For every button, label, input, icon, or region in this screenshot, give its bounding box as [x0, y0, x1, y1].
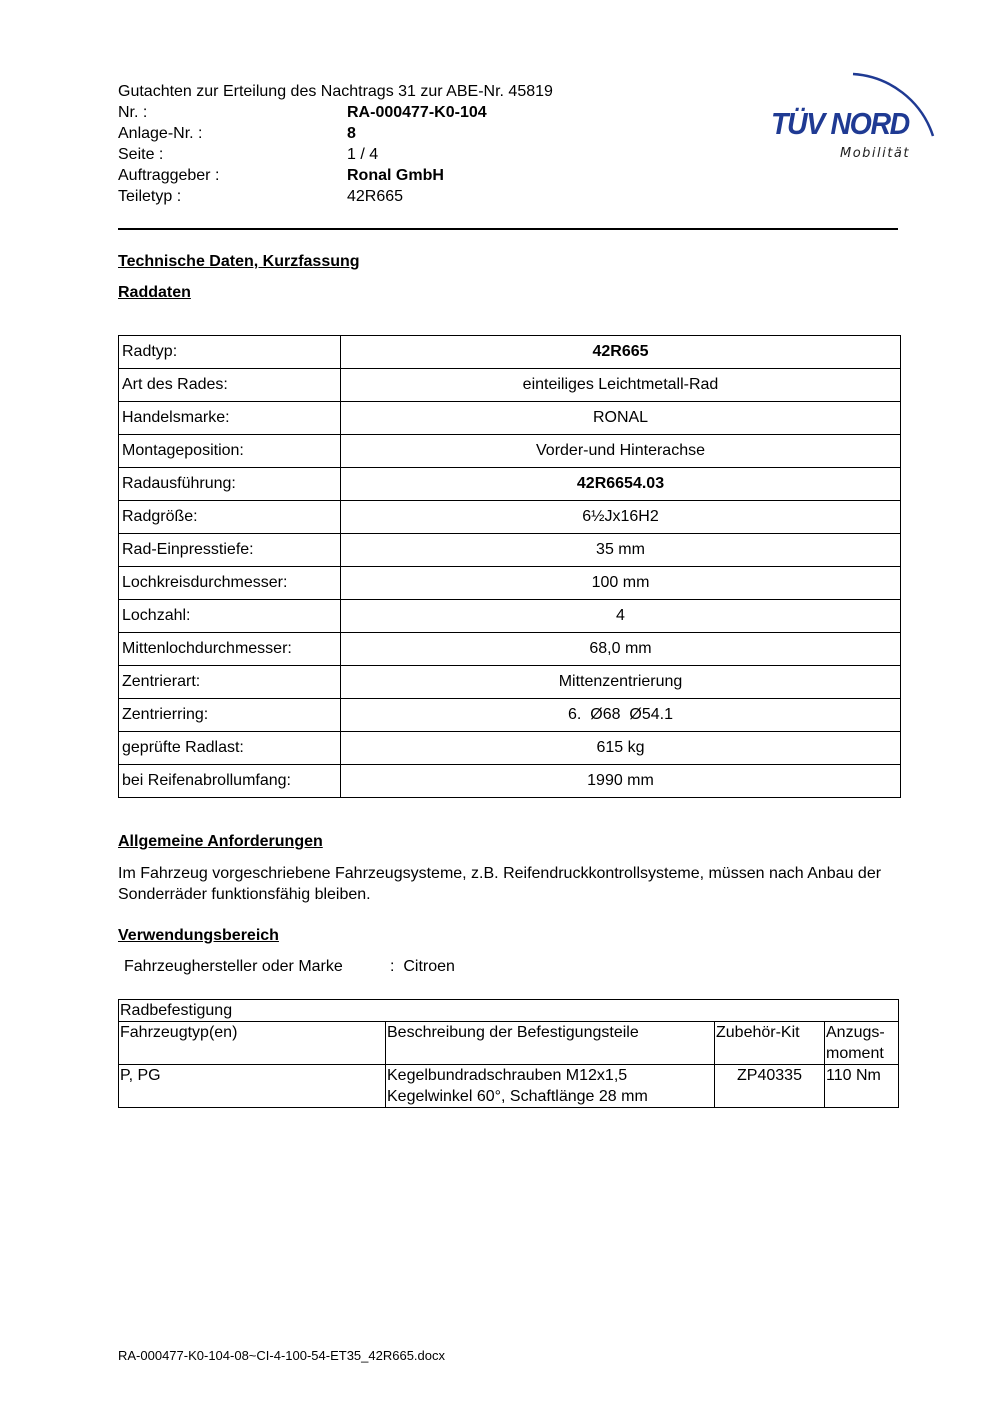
raddaten-key: Zentrierring: [119, 699, 341, 732]
heading-allgemeine-anforderungen: Allgemeine Anforderungen [118, 833, 323, 850]
raddaten-key: Radgröße: [119, 501, 341, 534]
table-row [119, 666, 901, 699]
raddaten-value: Mittenzentrierung [341, 666, 901, 699]
raddaten-key: geprüfte Radlast: [119, 732, 341, 765]
header-row-anlage [118, 123, 678, 144]
table-row [119, 1000, 899, 1022]
header-value-nr: RA-000477-K0-104 [347, 104, 487, 121]
table-row [119, 501, 901, 534]
header-label-seite: Seite : [118, 146, 164, 163]
header-label-teiletyp: Teiletyp : [118, 188, 182, 205]
logo-subtitle: Mobilität [840, 146, 910, 161]
raddaten-value: Vorder-und Hinterachse [341, 435, 901, 468]
column-header-zubehoer-kit: Zubehör-Kit [715, 1022, 825, 1065]
column-header-anzugsmoment [825, 1022, 899, 1065]
cell-zubehoer-kit: ZP40335 [715, 1065, 825, 1108]
raddaten-value: einteiliges Leichtmetall-Rad [341, 369, 901, 402]
radbefestigung-table [118, 999, 899, 1108]
header-value-teiletyp: 42R665 [347, 188, 404, 205]
table-row [119, 765, 901, 798]
anzugsmoment-line-1: Anzugs- [826, 1024, 885, 1041]
raddaten-key: bei Reifenabrollumfang: [119, 765, 341, 798]
raddaten-key: Rad-Einpresstiefe: [119, 534, 341, 567]
table-row [119, 567, 901, 600]
raddaten-value: 6½Jx16H2 [341, 501, 901, 534]
raddaten-key: Lochzahl: [119, 600, 341, 633]
table-row [119, 633, 901, 666]
heading-raddaten: Raddaten [118, 284, 191, 301]
table-row [119, 732, 901, 765]
raddaten-value: 42R6654.03 [341, 468, 901, 501]
cell-anzugsmoment: 110 Nm [825, 1065, 899, 1108]
footer-filename: RA-000477-K0-104-08~CI-4-100-54-ET35_42R665.docx [118, 1348, 446, 1363]
raddaten-key: Art des Rades: [119, 369, 341, 402]
fahrzeughersteller-line [124, 957, 455, 977]
raddaten-key: Radtyp: [119, 336, 341, 369]
raddaten-value: 100 mm [341, 567, 901, 600]
raddaten-value: 35 mm [341, 534, 901, 567]
header-row-seite [118, 144, 678, 165]
raddaten-value: 1990 mm [341, 765, 901, 798]
report-title: Gutachten zur Erteilung des Nachtrags 31 zur ABE-Nr. 45819 [118, 83, 553, 100]
header-label-nr: Nr. : [118, 104, 148, 121]
fahrzeughersteller-label: Fahrzeughersteller oder Marke [124, 958, 343, 975]
raddaten-key: Radausführung: [119, 468, 341, 501]
column-header-fahrzeugtyp: Fahrzeugtyp(en) [119, 1022, 386, 1065]
header-value-anlage: 8 [347, 125, 356, 142]
allgemeine-anforderungen-text: Im Fahrzeug vorgeschriebene Fahrzeugsysteme, z.B. Reifendruckkontrollsysteme, müssen nach Anbau der Sonderräder funktionsfähig bleiben. [118, 865, 882, 903]
raddaten-value: 4 [341, 600, 901, 633]
raddaten-key: Lochkreisdurchmesser: [119, 567, 341, 600]
cell-fahrzeugtyp: P, PG [119, 1065, 386, 1108]
header-label-auftraggeber: Auftraggeber : [118, 167, 220, 184]
header-value-seite: 1 / 4 [347, 146, 379, 163]
raddaten-key: Mittenlochdurchmesser: [119, 633, 341, 666]
header-divider [118, 228, 898, 230]
table-row [119, 336, 901, 369]
raddaten-key: Handelsmarke: [119, 402, 341, 435]
document-header [118, 81, 678, 207]
heading-technische-daten: Technische Daten, Kurzfassung [118, 253, 360, 270]
cell-beschreibung [386, 1065, 715, 1108]
table-row [119, 468, 901, 501]
header-row-auftraggeber [118, 165, 678, 186]
raddaten-value: 6. Ø68 Ø54.1 [341, 699, 901, 732]
header-value-auftraggeber: Ronal GmbH [347, 167, 444, 184]
fahrzeughersteller-value: : Citroen [390, 958, 455, 975]
table-row [119, 1065, 899, 1108]
raddaten-value: 615 kg [341, 732, 901, 765]
beschreibung-line-1: Kegelbundradschrauben M12x1,5 [387, 1067, 628, 1084]
radbefestigung-title: Radbefestigung [119, 1000, 899, 1022]
header-label-anlage: Anlage-Nr. : [118, 125, 203, 142]
raddaten-table [118, 335, 901, 798]
table-row [119, 435, 901, 468]
heading-verwendungsbereich: Verwendungsbereich [118, 927, 279, 944]
table-row [119, 600, 901, 633]
beschreibung-line-2: Kegelwinkel 60°, Schaftlänge 28 mm [387, 1088, 648, 1105]
table-row [119, 369, 901, 402]
raddaten-value: 68,0 mm [341, 633, 901, 666]
raddaten-value: RONAL [341, 402, 901, 435]
table-row [119, 534, 901, 567]
anzugsmoment-line-2: moment [826, 1045, 884, 1062]
raddaten-key: Montageposition: [119, 435, 341, 468]
table-row [119, 699, 901, 732]
header-row-teiletyp [118, 186, 678, 207]
table-row [119, 402, 901, 435]
column-header-beschreibung: Beschreibung der Befestigungsteile [386, 1022, 715, 1065]
table-header-row [119, 1022, 899, 1065]
raddaten-key: Zentrierart: [119, 666, 341, 699]
header-row-nr [118, 102, 678, 123]
logo-brand: TÜV NORD [771, 106, 909, 141]
tuv-nord-logo [765, 58, 945, 168]
raddaten-value: 42R665 [341, 336, 901, 369]
